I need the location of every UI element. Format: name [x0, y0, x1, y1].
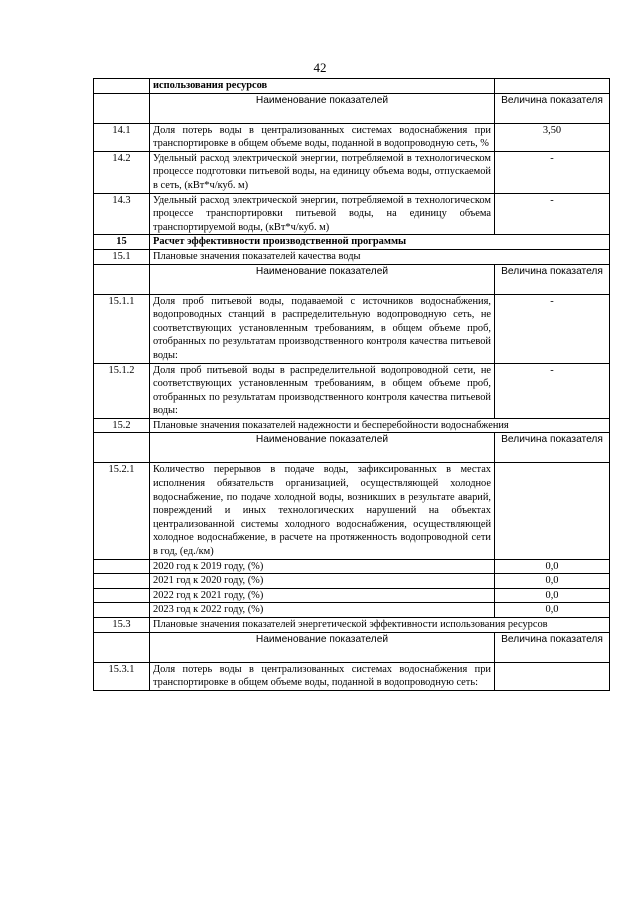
year-row — [94, 603, 610, 618]
subsection-row — [94, 618, 610, 633]
row-value: - — [495, 294, 610, 363]
column-header-value: Величина показателя — [495, 632, 610, 662]
column-header-row — [94, 93, 610, 123]
column-header-row — [94, 433, 610, 463]
table-row — [94, 151, 610, 193]
subsection-title: Плановые значения показателей качества воды — [150, 249, 610, 264]
row-value: - — [495, 151, 610, 193]
row-number: 15.2.1 — [94, 463, 150, 559]
year-value: 0,0 — [495, 559, 610, 574]
table-row — [94, 193, 610, 235]
table-row — [94, 123, 610, 151]
year-row — [94, 574, 610, 589]
subsection-title: Плановые значения показателей надежности и бесперебойности водоснабжения — [150, 418, 610, 433]
column-header-row — [94, 632, 610, 662]
row-number: 14.2 — [94, 151, 150, 193]
subsection-number: 15.3 — [94, 618, 150, 633]
row-number: 15.1.2 — [94, 363, 150, 418]
row-number: 15.3.1 — [94, 662, 150, 690]
year-row — [94, 559, 610, 574]
column-header-row — [94, 264, 610, 294]
row-description: Удельный расход электрической энергии, потребляемой в технологическом процессе подготовки питьевой воды, на единицу объема воды, отпускаемой в сеть, (кВт*ч/куб. м) — [150, 151, 495, 193]
column-header-value: Величина показателя — [495, 93, 610, 123]
row-number: 14.1 — [94, 123, 150, 151]
section-number: 15 — [94, 235, 150, 250]
year-row — [94, 588, 610, 603]
subsection-number: 15.2 — [94, 418, 150, 433]
section-row — [94, 235, 610, 250]
subsection-number: 15.1 — [94, 249, 150, 264]
row-number: 14.3 — [94, 193, 150, 235]
row-description: Количество перерывов в подаче воды, зафиксированных в местах исполнения обязательств организацией, осуществляющей холодное водоснабжение, по подаче холодной воды, возникших в результате аварий, повреждений и иных технологических нарушений на объектах централизованной системы холодного водоснабжения, осуществляющей холодное водоснабжение, в расчете на протяженность водопроводной сети в год, (ед./км) — [150, 463, 495, 559]
table-row — [94, 463, 610, 559]
year-value: 0,0 — [495, 574, 610, 589]
continuation-heading: использования ресурсов — [150, 79, 495, 94]
year-value: 0,0 — [495, 588, 610, 603]
subsection-title: Плановые значения показателей энергетической эффективности использования ресурсов — [150, 618, 610, 633]
page-number: 42 — [313, 60, 327, 75]
table-row — [94, 79, 610, 94]
column-header-name: Наименование показателей — [150, 264, 495, 294]
column-header-value: Величина показателя — [495, 433, 610, 463]
subsection-row — [94, 418, 610, 433]
row-value: - — [495, 363, 610, 418]
indicators-table — [93, 78, 610, 691]
year-label: 2020 год к 2019 году, (%) — [150, 559, 495, 574]
year-label: 2021 год к 2020 году, (%) — [150, 574, 495, 589]
column-header-value: Величина показателя — [495, 264, 610, 294]
table-row — [94, 363, 610, 418]
row-value: - — [495, 193, 610, 235]
subsection-row — [94, 249, 610, 264]
row-description: Доля потерь воды в централизованных системах водоснабжения при транспортировке в общем объеме воды, поданной в водопроводную сеть: — [150, 662, 495, 690]
year-value: 0,0 — [495, 603, 610, 618]
table-row — [94, 294, 610, 363]
row-description: Доля проб питьевой воды в распределительной водопроводной сети, не соответствующих установленным требованиям, в общем объеме проб, отобранных по результатам производственного контроля качества питьевой воды: — [150, 363, 495, 418]
section-title: Расчет эффективности производственной программы — [150, 235, 610, 250]
column-header-name: Наименование показателей — [150, 93, 495, 123]
column-header-name: Наименование показателей — [150, 632, 495, 662]
row-value: 3,50 — [495, 123, 610, 151]
row-description: Доля потерь воды в централизованных системах водоснабжения при транспортировке в общем объеме воды, поданной в водопроводную сеть, % — [150, 123, 495, 151]
row-number: 15.1.1 — [94, 294, 150, 363]
year-label: 2023 год к 2022 году, (%) — [150, 603, 495, 618]
row-description: Доля проб питьевой воды, подаваемой с источников водоснабжения, водопроводных станций в распределительную водопроводную сеть, не соответствующих установленным требованиям, в общем объеме проб, отобранных по результатам производственного контроля качества питьевой воды: — [150, 294, 495, 363]
column-header-name: Наименование показателей — [150, 433, 495, 463]
year-label: 2022 год к 2021 году, (%) — [150, 588, 495, 603]
table-row — [94, 662, 610, 690]
row-description: Удельный расход электрической энергии, потребляемой в технологическом процессе транспортировки питьевой воды, на единицу объема транспортируемой воды, (кВт*ч/куб. м) — [150, 193, 495, 235]
